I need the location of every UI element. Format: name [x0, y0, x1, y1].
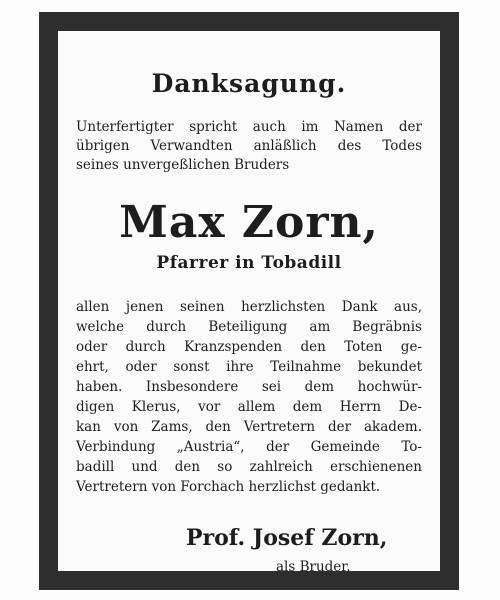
signature-relation: als Bruder. — [276, 559, 351, 575]
body-line: welche durch Beteiligung am Begräbnis — [76, 319, 422, 335]
intro-line: übrigen Verwandten anläßlich des Todes — [76, 138, 422, 154]
deceased-title: Pfarrer in Tobadill — [156, 253, 342, 273]
deceased-name: Max Zorn, — [119, 197, 379, 248]
body-line: kan von Zams, den Vertretern der akadem. — [76, 419, 422, 435]
intro-line: seines unvergeßlichen Bruders — [76, 157, 290, 173]
body-line: Vertretern von Forchach herzlichst gedankt. — [76, 479, 381, 495]
body-line: oder durch Kranzspenden den Toten ge- — [76, 339, 422, 355]
intro-paragraph — [76, 118, 422, 175]
notice-title: Danksagung. — [151, 69, 347, 98]
intro-line: Unterfertigter spricht auch im Namen der — [76, 119, 422, 135]
signature: Prof. Josef Zorn, — [186, 525, 388, 551]
body-line: Verbindung „Austria“, der Gemeinde To- — [76, 439, 422, 455]
notice-frame — [39, 12, 459, 590]
body-paragraph — [76, 297, 422, 497]
body-line: haben. Insbesondere sei dem hochwür- — [76, 379, 422, 395]
notice-content — [76, 31, 422, 575]
body-line: badill und den so zahlreich erschienenen — [76, 459, 422, 475]
body-line: allen jenen seinen herzlichsten Dank aus, — [76, 299, 422, 315]
body-line: ehrt, oder sonst ihre Teilnahme bekundet — [76, 359, 422, 375]
body-line: digen Klerus, vor allem dem Herrn De- — [76, 399, 422, 415]
